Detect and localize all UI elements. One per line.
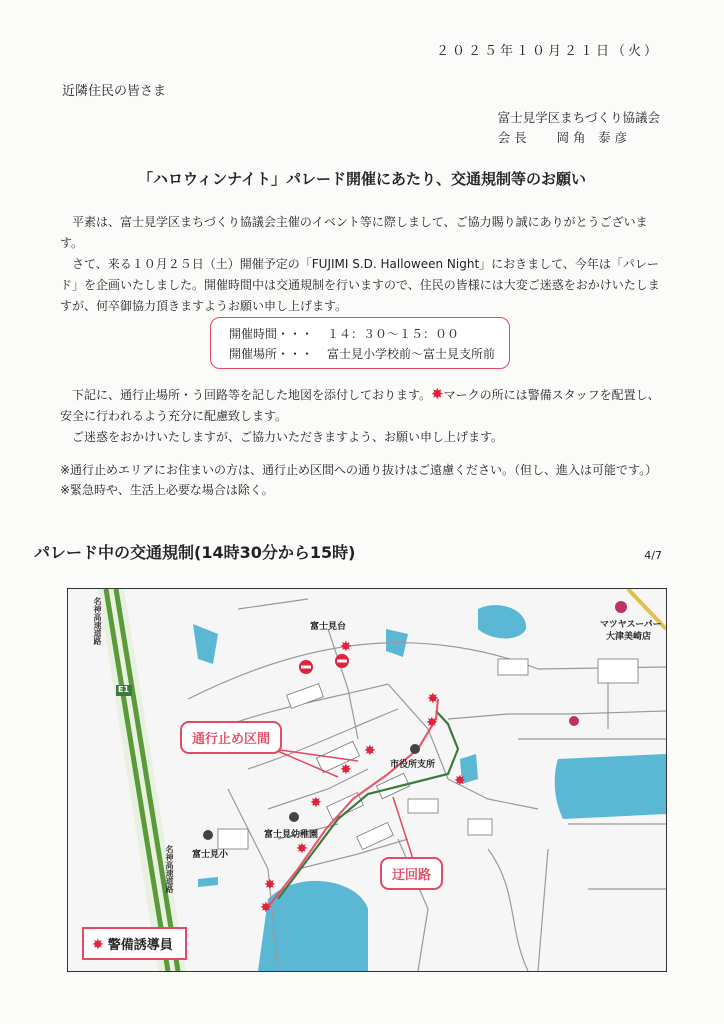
sender-name: 岡 角 泰 彦	[556, 130, 628, 145]
map-label-route: E1	[118, 685, 130, 694]
page-number: 4/7	[644, 549, 662, 562]
sender-organization: 富士見学区まちづくり協議会	[497, 110, 660, 125]
letter-body-2	[60, 384, 670, 448]
guard-star-icon: ✸	[454, 773, 466, 789]
guard-star-icon: ✸	[340, 762, 352, 778]
pond-east	[555, 754, 666, 819]
addressee: 近隣住民の皆さま	[62, 84, 167, 99]
note-residents: ※通行止めエリアにお住まいの方は、通行止め区間への通り抜けはご遠慮ください。（但し、進入は可能です。）	[60, 463, 658, 477]
shop-pin-icon	[615, 601, 627, 613]
building-blocks	[218, 659, 638, 850]
sender-block	[498, 108, 660, 148]
highway-band	[98, 589, 186, 971]
highway-lane-b	[116, 589, 178, 971]
pond-south	[258, 881, 368, 971]
event-place-value: 富士見小学校前～富士見支所前	[327, 347, 496, 361]
sender-role: 会 長	[497, 130, 527, 145]
notes	[60, 460, 670, 500]
guard-star-icon: ✸	[264, 877, 276, 893]
document-date: ２０２５年１０月２１日（火）	[435, 44, 660, 59]
kindergarten-pin-icon	[289, 812, 299, 822]
guard-star-icon: ✸	[296, 841, 308, 857]
traffic-map	[67, 588, 667, 972]
letter-body	[60, 212, 670, 317]
map-label-city-office: 市役所支所	[390, 760, 436, 770]
event-time-value: １４：３０～１５：００	[327, 327, 460, 341]
event-time-label: 開催時間・・・	[229, 327, 314, 341]
map-section-title: パレード中の交通規制(14時30分から15時)	[34, 543, 356, 562]
guard-star-icon: ✸	[431, 385, 444, 403]
map-graphic	[68, 589, 666, 971]
event-time-row	[229, 324, 509, 344]
callout-closed-section: 通行止め区間	[180, 721, 282, 754]
map-label-kindergarten: 富士見幼稚園	[264, 830, 319, 840]
event-place-row	[229, 344, 509, 364]
highway-lane-a	[106, 589, 168, 971]
guard-star-icon: ✸	[260, 900, 272, 916]
callout-detour: 迂回路	[380, 857, 443, 890]
pond-west	[193, 624, 218, 664]
shop-pin-icon	[569, 716, 579, 726]
pond-north	[478, 605, 526, 638]
map-info-text-1: 下記に、通行止場所・う回路等を記した地図を添付しております。	[72, 388, 432, 402]
paragraph-announcement: さて、来る１０月２５日（土）開催予定の「FUJIMI S.D. Halloween Night」におきまして、今年は「パレード」を企画いたしました。開催時間中は交通規制を行いますので、住民の皆様には大変ご迷惑をおかけいたしますが、何卒御協力頂きますようお願い申し上げます。	[60, 257, 660, 313]
sender-signature	[498, 128, 660, 148]
city-office-pin-icon	[410, 744, 420, 754]
map-label-supermarket-branch: 大津美崎店	[606, 632, 652, 642]
map-info-text-2: マークの所には警備スタッフを配置し、安全に行われるよう充分に配慮致します。	[60, 388, 660, 423]
event-info-box	[210, 317, 510, 369]
paragraph-greeting: 平素は、富士見学区まちづくり協議会主催のイベント等に際しまして、ご協力賜り誠にありがとうございます。	[60, 215, 648, 250]
map-label-fujimigaoka: 富士見台	[310, 622, 347, 632]
guard-star-icon: ✸	[427, 691, 439, 707]
map-label-highway-south: 名神高速道路	[165, 845, 174, 893]
no-entry-bar	[301, 666, 311, 669]
map-label-supermarket: マツヤスーパー	[600, 620, 662, 630]
guard-star-icon: ✸	[310, 795, 322, 811]
map-label-highway-north: 名神高速道路	[93, 597, 102, 645]
guard-star-icon: ✸	[426, 715, 438, 731]
guard-star-icon: ✸	[340, 639, 352, 655]
map-label-school: 富士見小	[192, 850, 229, 860]
no-entry-bar	[337, 660, 347, 663]
pond-blue-marker	[198, 877, 218, 887]
event-place-label: 開催場所・・・	[229, 347, 314, 361]
map-legend	[82, 927, 187, 960]
note-emergency: ※緊急時や、生活上必要な場合は除く。	[60, 483, 274, 497]
legend-guard-star-icon: ✸	[92, 937, 104, 953]
paragraph-map-info	[60, 384, 670, 427]
guard-star-icon: ✸	[364, 743, 376, 759]
school-pin-icon	[203, 830, 213, 840]
document-title: 「ハロウィンナイト」パレード開催にあたり、交通規制等のお願い	[137, 170, 587, 188]
legend-label: 警備誘導員	[107, 938, 173, 953]
paragraph-request: ご迷惑をおかけいたしますが、ご協力いただきますよう、お願い申し上げます。	[72, 430, 504, 444]
